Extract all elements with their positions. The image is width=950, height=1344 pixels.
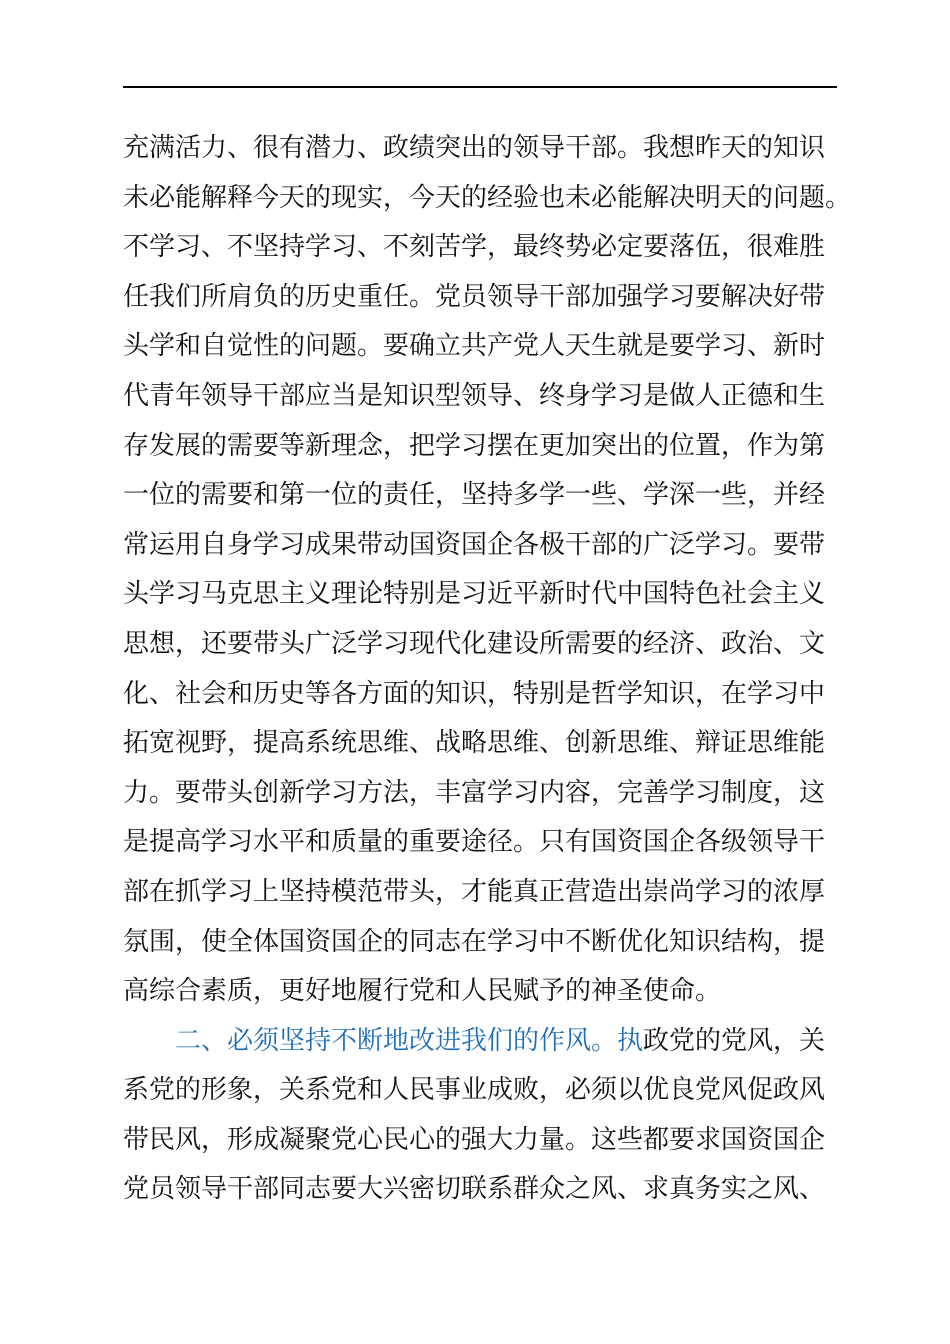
text-line: 存发展的需要等新理念，把学习摆在更加突出的位置，作为第 [123,430,826,461]
text-line: 不学习、不坚持学习、不刻苦学，最终势必定要落伍，很难胜 [123,232,826,263]
text-line: 氛围，使全体国资国企的同志在学习中不断优化知识结构，提 [123,926,826,957]
text-line: 高综合素质，更好地履行党和人民赋予的神圣使命。 [123,976,722,1007]
text-line: 系党的形象，关系党和人民事业成败，必须以优良党风促政风 [123,1075,826,1106]
text-line: 常运用自身学习成果带动国资国企各极干部的广泛学习。要带 [123,529,826,560]
section-heading-line [123,1017,843,1067]
text-line: 头学和自觉性的问题。要确立共产党人天生就是要学习、新时 [123,331,826,362]
text-line: 思想，还要带头广泛学习现代化建设所需要的经济、政治、文 [123,628,826,659]
section-heading-rest: 政党的党风，关 [643,1025,826,1056]
text-line: 是提高学习水平和质量的重要途径。只有国资国企各级领导干 [123,827,826,858]
text-line: 任我们所肩负的历史重任。党员领导干部加强学习要解决好带 [123,281,826,312]
text-line: 充满活力、很有潜力、政绩突出的领导干部。我想昨天的知识 [123,133,826,163]
text-line: 党员领导干部同志要大兴密切联系群众之风、求真务实之风、 [123,1174,826,1205]
text-line: 带民风，形成凝聚党心民心的强大力量。这些都要求国资国企 [123,1124,826,1155]
header-rule [123,86,837,88]
text-line: 化、社会和历史等各方面的知识，特别是哲学知识，在学习中 [123,678,826,709]
text-line: 部在抓学习上坚持模范带头，才能真正营造出崇尚学习的浓厚 [123,876,826,907]
section-heading: 二、必须坚持不断地改进我们的作风。执 [175,1025,644,1056]
body-text [123,124,852,1215]
text-line: 拓宽视野，提高系统思维、战略思维、创新思维、辩证思维能 [123,728,826,759]
text-line: 一位的需要和第一位的责任，坚持多学一些、学深一些，并经 [123,480,826,511]
text-line: 未必能解释今天的现实，今天的经验也未必能解决明天的问题。 [123,182,852,213]
text-line: 代青年领导干部应当是知识型领导、终身学习是做人正德和生 [123,380,826,411]
text-line: 力。要带头创新学习方法，丰富学习内容，完善学习制度，这 [123,777,826,808]
text-line: 头学习马克思主义理论特别是习近平新时代中国特色社会主义 [123,579,826,610]
